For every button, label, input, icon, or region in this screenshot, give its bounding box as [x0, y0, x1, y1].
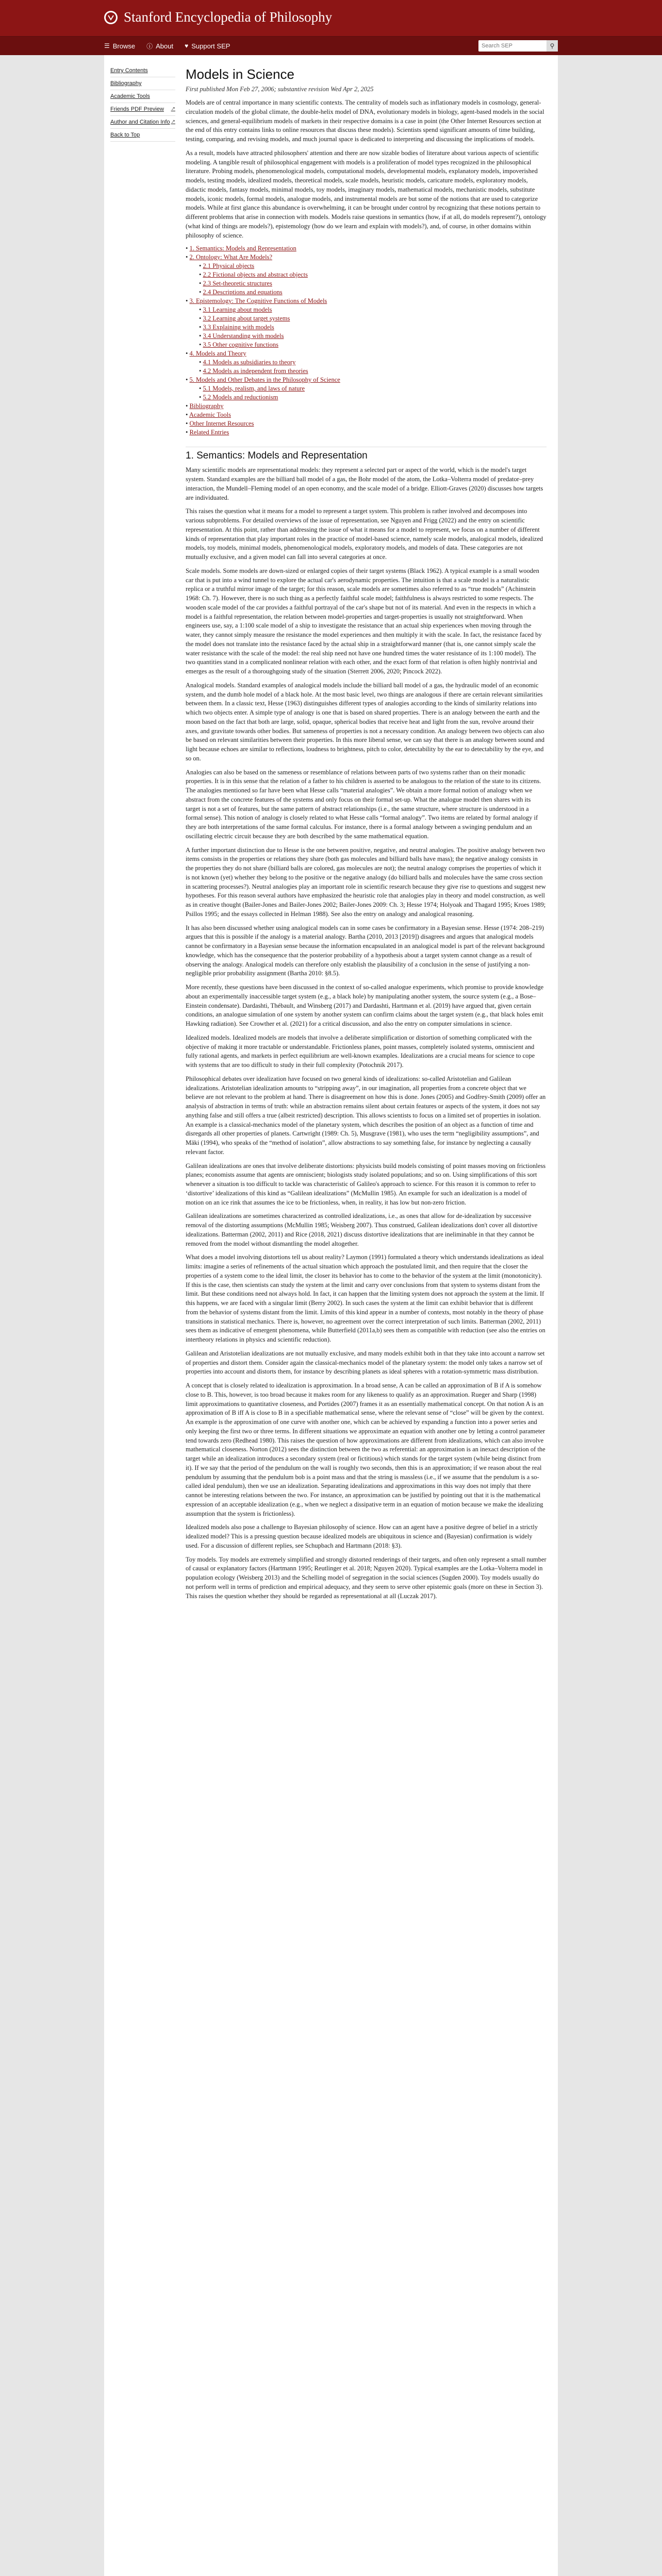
toc-item[interactable] [199, 324, 547, 331]
toc-item[interactable] [186, 253, 547, 261]
nav-browse[interactable]: ☰ Browse [104, 42, 136, 50]
section-1-paragraph: What does a model involving distortions tell us about reality? Laymon (1991) formulated a theory which understands idealizations as ideal limits: imagine a series of refinements of the actual situation which approach the postulated limit, and then require that the closer the properties of a system come to the ideal limit, the closer its behavior has to come to the behavior of the system at the limit (monotonicity). If this is the case, then scientists can study the system at the limit and carry over conclusions from that system to systems distant from the limit. But these conditions need not always hold. In fact, it can happen that the limiting system does not approach the system at the limit. If this happens, we are faced with a singular limit (Berry 2002). In such cases the system at the limit can exhibit behavior that is different from the behavior of systems distant from the limit. Limits of this kind appear in a number of contexts, most notably in the theory of phase transitions in statistical mechanics. There is, however, no agreement over the correct interpretation of such limits. Batterman (2002, 2011) sees them as indicative of emergent phenomena, while Butterfield (2011a,b) sees them as compatible with reduction (see also the entries on intertheory relations in physics and scientific reduction). [186, 1253, 545, 1343]
search-box [478, 40, 558, 52]
table-of-contents [186, 245, 547, 436]
sidebar-bibliography[interactable]: Bibliography [110, 77, 175, 90]
section-1-heading: 1. Semantics: Models and Representation [186, 447, 547, 462]
toc-item[interactable] [199, 367, 547, 375]
article-intro [186, 98, 547, 240]
article-main [181, 55, 558, 2576]
section-1-paragraph: Idealized models. Idealized models are models that involve a deliberate simplification or distortion of something complicated with the objective of making it more tractable or understandable. Frictionless planes, point masses, completely isolated systems, omniscient and fully rational agents, and markets in perfect equilibrium are well-known examples. Idealizations are a crucial means for science to cope with systems that are too difficult to study in their full complexity (Potochnik 2017). [186, 1033, 535, 1069]
toc-item-label: Academic Tools [189, 411, 231, 419]
toc-item-label: 2.4 Descriptions and equations [203, 289, 283, 296]
page-title: Models in Science [186, 66, 294, 82]
sidebar-author-citation[interactable]: Author and Citation Info ↗ [110, 116, 175, 129]
sidebar-back-to-top[interactable]: Back to Top [110, 129, 175, 142]
sep-seal-icon [104, 11, 118, 24]
toc-item-label: 3.1 Learning about models [203, 306, 272, 314]
toc-item-label: 5.1 Models, realism, and laws of nature [203, 385, 305, 393]
toc-item[interactable] [186, 411, 547, 419]
info-icon: ⓘ [146, 42, 153, 50]
sidebar-entry-contents[interactable]: Entry Contents [110, 64, 175, 77]
toc-item-label: 2.2 Fictional objects and abstract objects [203, 271, 308, 279]
toc-item-label: 5. Models and Other Debates in the Philosophy of Science [189, 376, 340, 384]
toc-item-label: 3.4 Understanding with models [203, 332, 284, 340]
toc-item[interactable] [199, 332, 547, 340]
section-1-paragraph: A further important distinction due to Hesse is the one between positive, negative, and neutral analogies. The positive analogy between two items consists in the properties or relations they share (both gas molecules and billiard balls have mass); the negative analogy consists in the properties they do not share (billiard balls are colored, gas molecules are not); the neutral analogy comprises the properties of which it is not known (yet) whether they belong to the positive or the negative analogy (do billiard balls and molecules have the same cross section in scattering processes?). Neutral analogies play an important role in scientific research because they give rise to questions and suggest new hypotheses. For this reason several authors have emphasized the heuristic role that analogies play in theory and model construction, as well as in creative thought (Bailer-Jones and Bailer-Jones 2002; Bailer-Jones 2009: Ch. 3; Hesse 1974; Holyoak and Thagard 1995; Kroes 1989; Psillos 1995; and the essays collected in Helman 1988). See also the entry on analogy and analogical reasoning. [186, 846, 546, 918]
sidebar-academic-tools[interactable]: Academic Tools [110, 90, 175, 103]
site-brand[interactable] [104, 9, 332, 25]
toc-item-label: 3.2 Learning about target systems [203, 315, 290, 323]
section-1-paragraph: This raises the question what it means for a model to represent a target system. This problem is rather involved and decomposes into various subproblems. For detailed overviews of the issue of representation, see Nguyen and Frigg (2022) and the entry on scientific representation. At this point, rather than addressing the issue of what it means for a model to represent, we focus on a number of different kinds of representation that play important roles in the practice of model-based science, namely scale models, analogical models, idealized models, toy models, minimal models, phenomenological models, exploratory models, and models of data. These categories are not mutually exclusive, and a given model can fall into several categories at once. [186, 507, 543, 561]
toc-item-label: 1. Semantics: Models and Representation [189, 245, 296, 252]
toc-item[interactable] [199, 271, 547, 279]
section-1-paragraph: A concept that is closely related to idealization is approximation. In a broad sense, A can be called an approximation of B if A is somehow close to B. This, however, is too broad because it makes room for any likeness to qualify as an approximation. Rueger and Sharp (1998) limit approximations to quantitative closeness, and Portides (2007) frames it as an essentially mathematical concept. On that notion A is an approximation of B iff A is close to B in a specifiable mathematical sense, where the relevant sense of “close” will be given by the context. An example is the approximation of one curve with another one, which can be achieved by expanding a function into a power series and only keeping the first two or three terms. In different situations we approximate an equation with another one by letting a control parameter tend towards zero (Redhead 1980). This raises the question of how approximations are different from idealizations, which can also involve mathematical closeness. Norton (2012) sees the distinction between the two as referential: an approximation is an inexact description of the target while an idealization introduces a secondary system (real or fictitious) which stands for the target system (while being distinct from it). If we say that the period of the pendulum on the wall is roughly two seconds, then this is an approximation; if we reason about the real pendulum by assuming that the pendulum bob is a point mass and that the string is massless (i.e., if we assume that the pendulum is a so-called ideal pendulum), then we use an idealization. Separating idealizations and approximations in this way does not imply that there cannot be interesting relations between the two. For instance, an approximation can be justified by pointing out that it is the mathematical expression of an acceptable idealization (e.g., when we neglect a dissipative term in an equation of motion because we make the idealizing assumption that the system is frictionless). [186, 1382, 545, 1517]
search-icon[interactable]: ⚲ [547, 40, 558, 52]
nav-support[interactable]: ♥ Support SEP [185, 42, 230, 50]
section-1-paragraph: More recently, these questions have been discussed in the context of so-called analogue experiments, which promise to provide knowledge about an experimentally inaccessible target system (e.g., a black hole) by manipulating another system, the source system (e.g., a Bose–Einstein condensate). Dardashti, Thébault, and Winsberg (2017) and Dardashti, Hartmann et al. (2019) have argued that, given certain conditions, an analogue simulation of one system by another system can confirm claims about the target system (e.g., that black holes emit Hawking radiation). See Crowther et al. (2021) for a critical discussion, and also the entry on computer simulations in science. [186, 984, 544, 1027]
nav-about[interactable]: ⓘ About [146, 42, 174, 50]
sidebar [104, 55, 181, 2576]
toc-item[interactable] [186, 297, 547, 305]
section-1-paragraph: Galilean idealizations are sometimes characterized as controlled idealizations, i.e., as ones that allow for de-idealization by successive removal of the distorting assumptions (McMullin 1985; Weisberg 2007). Thus construed, Galilean idealizations don't cover all distortive idealizations. Batterman (2002, 2011) and Rice (2018, 2021) discuss distortive idealizations that are ineliminable in that they cannot be removed from the model without dismantling the model altogether. [186, 1212, 538, 1247]
toc-item-label: 3. Epistemology: The Cognitive Functions of Models [189, 297, 327, 305]
toc-item[interactable] [186, 245, 547, 252]
toc-item-label: 3.3 Explaining with models [203, 324, 274, 331]
toc-item[interactable] [199, 280, 547, 287]
book-icon: ☰ [104, 42, 110, 49]
intro-paragraph: As a result, models have attracted philosophers' attention and there are now sizable bodies of literature about various aspects of scientific modeling. A tangible result of philosophical engagement with models is a proliferation of model types recognized in the philosophical literature. Probing models, phenomenological models, computational models, developmental models, explanatory models, impoverished models, testing models, idealized models, theoretical models, scale models, heuristic models, caricature models, exploratory models, didactic models, fantasy models, minimal models, toy models, imaginary models, mathematical models, mechanistic models, substitute models, iconic models, formal models, analogue models, and instrumental models are but some of the notions that are used to categorize models. While at first glance this abundance is overwhelming, it can be brought under control by recognizing that these notions pertain to different problems that arise in connection with models. Models raise questions in semantics (how, if at all, do models represent?), ontology (what kind of things are models?), epistemology (how do we learn and explain with models?), and, of course, in other domains within philosophy of science. [186, 149, 547, 239]
section-1-paragraph: Philosophical debates over idealization have focused on two general kinds of idealizations: so-called Aristotelian and Galilean idealizations. Aristotelian idealization amounts to “stripping away”, in our imagination, all properties from a concrete object that we believe are not relevant to the problem at hand. There is disagreement on how this is done. Jones (2005) and Godfrey-Smith (2009) offer an analysis of abstraction in terms of truth: while an abstraction remains silent about certain features or aspects of the system, it does not say anything false and still offers a true (albeit restricted) description. This allows scientists to focus on a limited set of properties in isolation. An example is a classical-mechanics model of the planetary system, which describes the position of an object as a function of time and disregards all other properties of planets. Cartwright (1989: Ch. 5), Musgrave (1981), who uses the term “negligibility assumptions”, and Mäki (1994), who speaks of the “method of isolation”, allow abstractions to say something false, for instance by neglecting a causally relevant factor. [186, 1075, 546, 1156]
toc-item[interactable] [199, 394, 547, 401]
publication-info: First published Mon Feb 27, 2006; substantive revision Wed Apr 2, 2025 [186, 86, 374, 93]
heart-icon: ♥ [185, 42, 189, 49]
section-1-paragraph: Analogies can also be based on the sameness or resemblance of relations between parts of two systems rather than on their monadic properties. It is in this sense that the relation of a father to his children is asserted to be analogous to the relation of the state to its citizens. The analogies mentioned so far have been what Hesse calls “material analogies”. We obtain a more formal notion of analogy when we abstract from the concrete features of the systems and only focus on their formal set-up. What the analogue model then shares with its target is not a set of features, but the same pattern of abstract relationships (i.e., the same structure, where structure is understood in a formal sense). This notion of analogy is closely related to what Hesse calls “formal analogy”. Two items are related by formal analogy if they are both interpretations of the same formal calculus. For instance, there is a formal analogy between a swinging pendulum and an oscillating electric circuit because they are both described by the same mathematical equation. [186, 768, 541, 840]
toc-item[interactable] [199, 315, 547, 323]
section-1-paragraph: Many scientific models are representational models: they represent a selected part or aspect of the world, which is the model's target system. Standard examples are the billiard ball model of a gas, the Bohr model of the atom, the Lotka–Volterra model of predator–prey interaction, the Mundell–Fleming model of an open economy, and the scale model of a bridge. Elliott-Graves (2020) discusses how targets are individuated. [186, 466, 543, 501]
toc-item-label: 4. Models and Theory [189, 350, 246, 358]
toc-item-label: 5.2 Models and reductionism [203, 394, 278, 401]
toc-item-label: 3.5 Other cognitive functions [203, 341, 279, 349]
toc-item[interactable] [199, 341, 547, 349]
section-1-paragraph: Idealized models also pose a challenge to Bayesian philosophy of science. How can an agent have a positive degree of belief in a strictly idealized model? This is a pressing question because idealized models are ubiquitous in science and (Bayesian) confirmation is widely used. For a discussion of different replies, see Schupbach and Hartmann (2018: §3). [186, 1523, 538, 1549]
page-container [104, 55, 558, 2576]
toc-item[interactable] [186, 350, 547, 358]
toc-item[interactable] [199, 385, 547, 393]
toc-item[interactable] [186, 429, 547, 436]
toc-item[interactable] [199, 262, 547, 270]
section-1-paragraph: Galilean and Aristotelian idealizations are not mutually exclusive, and many models exhibit both in that they take into account a narrow set of properties and distort them. Consider again the classical-mechanics model of the planetary system: the model only takes a narrow set of properties into account and distorts them, for instance by describing planets as ideal spheres with a rotation-symmetric mass distribution. [186, 1349, 545, 1376]
toc-item-label: 4.2 Models as independent from theories [203, 367, 308, 375]
intro-paragraph: Models are of central importance in many scientific contexts. The centrality of models such as inflationary models in cosmology, general-circulation models of the global climate, the double-helix model of DNA, evolutionary models in biology, agent-based models in the social sciences, and general-equilibrium models of markets in their respective domains is a case in point (the Other Internet Resources section at the end of this entry contains links to online resources that discuss these models). Scientists spend significant amounts of time building, testing, comparing, and revising models, and much journal space is dedicated to interpreting and discussing the implications of models. [186, 99, 544, 143]
toc-item-label: 2.3 Set-theoretic structures [203, 280, 272, 287]
toc-item-label: Related Entries [189, 429, 229, 436]
toc-item-label: 4.1 Models as subsidiaries to theory [203, 359, 296, 366]
section-1-paragraph: It has also been discussed whether using analogical models can in some cases be confirmatory in a Bayesian sense. Hesse (1974: 208–219) argues that this is possible if the analogy is a material analogy. Bartha (2010, 2013 [2019]) disagrees and argues that analogical models cannot be confirmatory in a Bayesian sense because the information encapsulated in an analogical model is part of the relevant background knowledge, which has the consequence that the posterior probability of a hypothesis about a target system cannot change as a result of observing the analogy. Analogical models can therefore only establish the plausibility of a conclusion in the sense of justifying a non-negligible prior probability assignment (Bartha 2010: §8.5). [186, 924, 545, 977]
section-1-body [186, 466, 547, 1601]
toc-item[interactable] [186, 402, 547, 410]
toc-item-label: 2.1 Physical objects [203, 262, 255, 270]
section-1-paragraph: Galilean idealizations are ones that involve deliberate distortions: physicists build models consisting of point masses moving on frictionless planes; economists assume that agents are omniscient; biologists study isolated populations; and so on. Using simplifications of this sort whenever a situation is too difficult to tackle was characteristic of Galileo's approach to science. For this reason it is common to refer to ‘distortive’ idealizations of this kind as “Galilean idealizations” (McMullin 1985). An example for such an idealization is a model of motion on an ice rink that assumes the ice to be frictionless, when, in reality, it has low but non-zero friction. [186, 1162, 546, 1206]
section-1-paragraph: Toy models. Toy models are extremely simplified and strongly distorted renderings of their targets, and often only represent a small number of causal or explanatory factors (Hartmann 1995; Reutlinger et al. 2018; Nguyen 2020). Typical examples are the Lotka–Volterra model in population ecology (Weisberg 2013) and the Schelling model of segregation in the social sciences (Sugden 2000). Toy models usually do not perform well in terms of prediction and empirical adequacy, and they seem to serve other epistemic goals (more on these in Section 3). This raises the question whether they should be regarded as representational at all (Luczak 2017). [186, 1555, 547, 1600]
site-title: Stanford Encyclopedia of Philosophy [124, 9, 333, 25]
toc-item[interactable] [199, 359, 547, 366]
toc-item[interactable] [199, 306, 547, 314]
toc-item[interactable] [186, 420, 547, 428]
site-header [0, 0, 662, 37]
toc-item[interactable] [186, 376, 547, 384]
toc-item-label: Other Internet Resources [189, 420, 254, 428]
toc-item-label: 2. Ontology: What Are Models? [189, 253, 273, 261]
external-link-icon: ↗ [171, 119, 175, 125]
toc-item[interactable] [199, 289, 547, 296]
external-link-icon: ↗ [171, 106, 175, 112]
search-input[interactable] [478, 41, 547, 51]
toc-item-label: Bibliography [189, 402, 224, 410]
section-1-paragraph: Scale models. Some models are down-sized or enlarged copies of their target systems (Black 1962). A typical example is a small wooden car that is put into a wind tunnel to explore the actual car's aerodynamic properties. The intuition is that a scale model is a naturalistic replica or a truthful mirror image of the target; for this reason, scale models are sometimes also referred to as “true models” (Achinstein 1968: Ch. 7). However, there is no such thing as a perfectly faithful scale model; faithfulness is always restricted to some respects. The wooden scale model of the car provides a faithful portrayal of the car's shape but not of its material. And even in the respects in which a model is a faithful representation, the relation between model-properties and target-properties is usually not straightforward. When engineers use, say, a 1:100 scale model of a ship to investigate the resistance that an actual ship experiences when moving through the water, they cannot simply measure the resistance the model experiences and then multiply it with the scale. In fact, the resistance faced by the model does not translate into the resistance faced by the actual ship in a straightforward manner (that is, one cannot simply scale the water resistance with the scale of the model: the real ship need not have one hundred times the water resistance of its 1:100 model). The two quantities stand in a complicated nonlinear relation with each other, and the exact form of that relation is often highly nontrivial and emerges as the result of a thoroughgoing study of the situation (Sterrett 2006, 2020; Pincock 2022). [186, 567, 542, 675]
nav-bar [0, 37, 662, 55]
section-1-paragraph: Analogical models. Standard examples of analogical models include the billiard ball model of a gas, the hydraulic model of an economic system, and the dumb hole model of a black hole. At the most basic level, two things are analogous if there are certain relevant similarities between them. In a classic text, Hesse (1963) distinguishes different types of analogies according to the kinds of similarity relations into which two objects enter. A simple type of analogy is one that is based on shared properties. There is an analogy between the earth and the moon based on the fact that both are large, solid, opaque, spherical bodies that receive heat and light from the sun, revolve around their axes, and gravitate towards other bodies. But sameness of properties is not a necessary condition. An analogy between two objects can also be based on relevant similarities between their properties. In this more liberal sense, we can say that there is an analogy between sound and light because echoes are similar to reflections, loudness to brightness, pitch to color, detectability by the ear to detectability by the eye, and so on. [186, 681, 544, 762]
sidebar-friends-pdf[interactable]: Friends PDF Preview ↗ [110, 103, 175, 116]
